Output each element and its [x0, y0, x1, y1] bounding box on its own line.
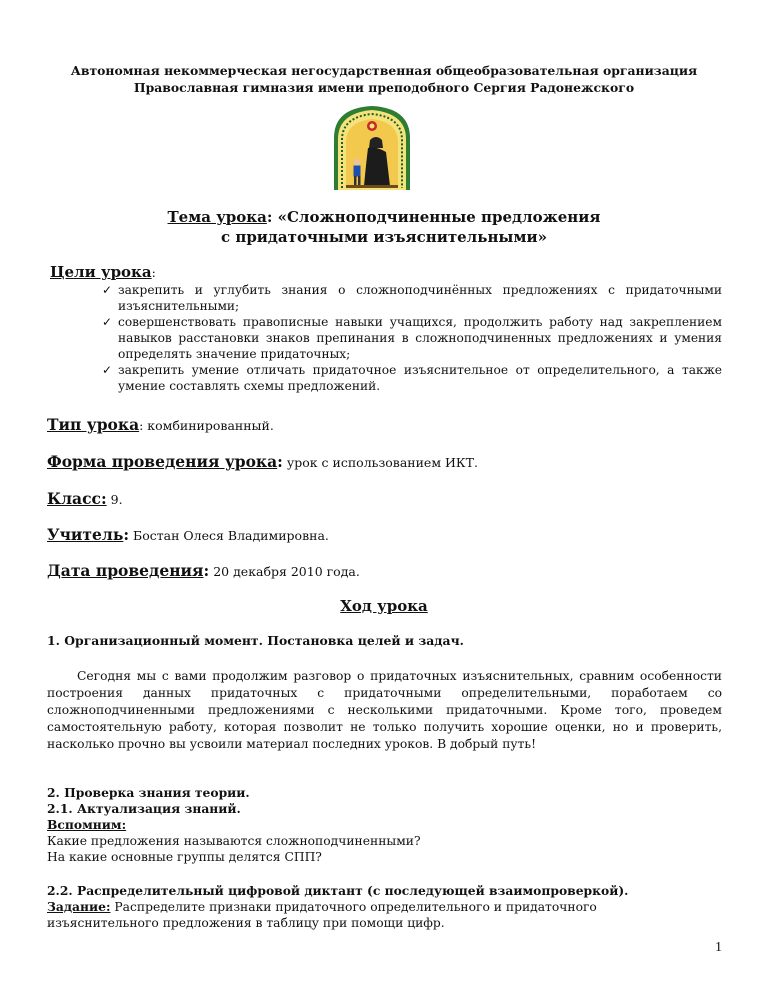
question-1: Какие предложения называются сложноподчиненными?	[47, 834, 421, 848]
type-label: Тип урока	[47, 415, 140, 434]
section-2-2-title: 2.2. Распределительный цифровой диктант (с последующей взаимопроверкой).	[47, 883, 629, 898]
organization-header	[40, 62, 728, 96]
section-2-1-title: 2.1. Актуализация знаний.	[47, 801, 241, 816]
section-2-title: 2. Проверка знания теории.	[47, 785, 250, 800]
goals-label: Цели урока	[50, 263, 152, 281]
type-value: : комбинированный.	[139, 418, 274, 433]
form-label: Форма проведения урока	[47, 452, 278, 471]
goal-item: ✓ закрепить умение отличать придаточное изъяснительное от определительного, а также умение составлять схемы предложений.	[102, 363, 722, 393]
lesson-progress-heading: Ход урока	[340, 597, 428, 615]
teacher-value: Бостан Олеся Владимировна.	[129, 528, 329, 543]
checkmark-icon: ✓	[102, 363, 113, 377]
lesson-date: Дата проведения: 20 декабря 2010 года.	[47, 561, 360, 580]
lesson-form: Форма проведения урока: урок с использованием ИКТ.	[47, 452, 478, 471]
task-label: Задание:	[47, 899, 111, 914]
topic-label: Тема урока	[167, 208, 267, 226]
section-2-2	[47, 883, 727, 931]
goal-item: ✓ совершенствовать правописные навыки учащихся, продолжить работу над закреплением навыков расстановки знаков препинания в сложноподчиненных предложениях и умения определять значение придаточных;	[102, 315, 722, 361]
section-1-title: 1. Организационный момент. Постановка целей и задач.	[47, 633, 464, 648]
lesson-topic	[40, 207, 728, 247]
teacher-label: Учитель	[47, 525, 124, 544]
topic-line-2: с придаточными изъяснительными»	[220, 228, 547, 246]
topic-colon: :	[266, 208, 273, 226]
page-number: 1	[715, 940, 722, 955]
org-line-1: Автономная некоммерческая негосударственная общеобразовательная организация	[70, 63, 698, 78]
question-2: На какие основные группы делятся СПП?	[47, 850, 322, 864]
form-value: урок с использованием ИКТ.	[282, 455, 478, 470]
checkmark-icon: ✓	[102, 283, 113, 297]
topic-line-1: «Сложноподчиненные предложения	[272, 208, 601, 226]
lesson-type	[47, 415, 274, 434]
goals-heading	[50, 263, 156, 281]
date-label: Дата проведения	[47, 561, 204, 580]
goals-list	[104, 282, 722, 394]
remember-label: Вспомним:	[47, 817, 127, 832]
checkmark-icon: ✓	[102, 315, 113, 329]
goal-item: ✓ закрепить и углубить знания о сложноподчинённых предложениях с придаточными изъяснительными;	[102, 283, 722, 313]
lesson-class	[47, 489, 123, 508]
section-1-text: Сегодня мы с вами продолжим разговор о придаточных изъяснительных, сравним особенности построения данных придаточных с придаточными определительными, поработаем со сложноподчиненными предложениями с несколькими придаточными. Кроме того, проведем самостоятельную работу, которая позволит не только получить хорошие оценки, но и проверить, насколько прочно вы усвоили материал последних уроков. В добрый путь!	[47, 669, 722, 751]
section-2	[47, 785, 727, 865]
goals-colon: :	[151, 265, 156, 280]
org-line-2: Православная гимназия имени преподобного Сергия Радонежского	[133, 80, 635, 95]
lesson-teacher: Учитель: Бостан Олеся Владимировна.	[47, 525, 329, 544]
class-label: Класс:	[47, 489, 107, 508]
class-value: 9.	[106, 492, 123, 507]
gymnasium-emblem-icon	[330, 104, 414, 192]
task-text: Распределите признаки придаточного определительного и придаточного изъяснительного предложения в таблицу при помощи цифр.	[47, 900, 597, 930]
date-value: 20 декабря 2010 года.	[209, 564, 360, 579]
